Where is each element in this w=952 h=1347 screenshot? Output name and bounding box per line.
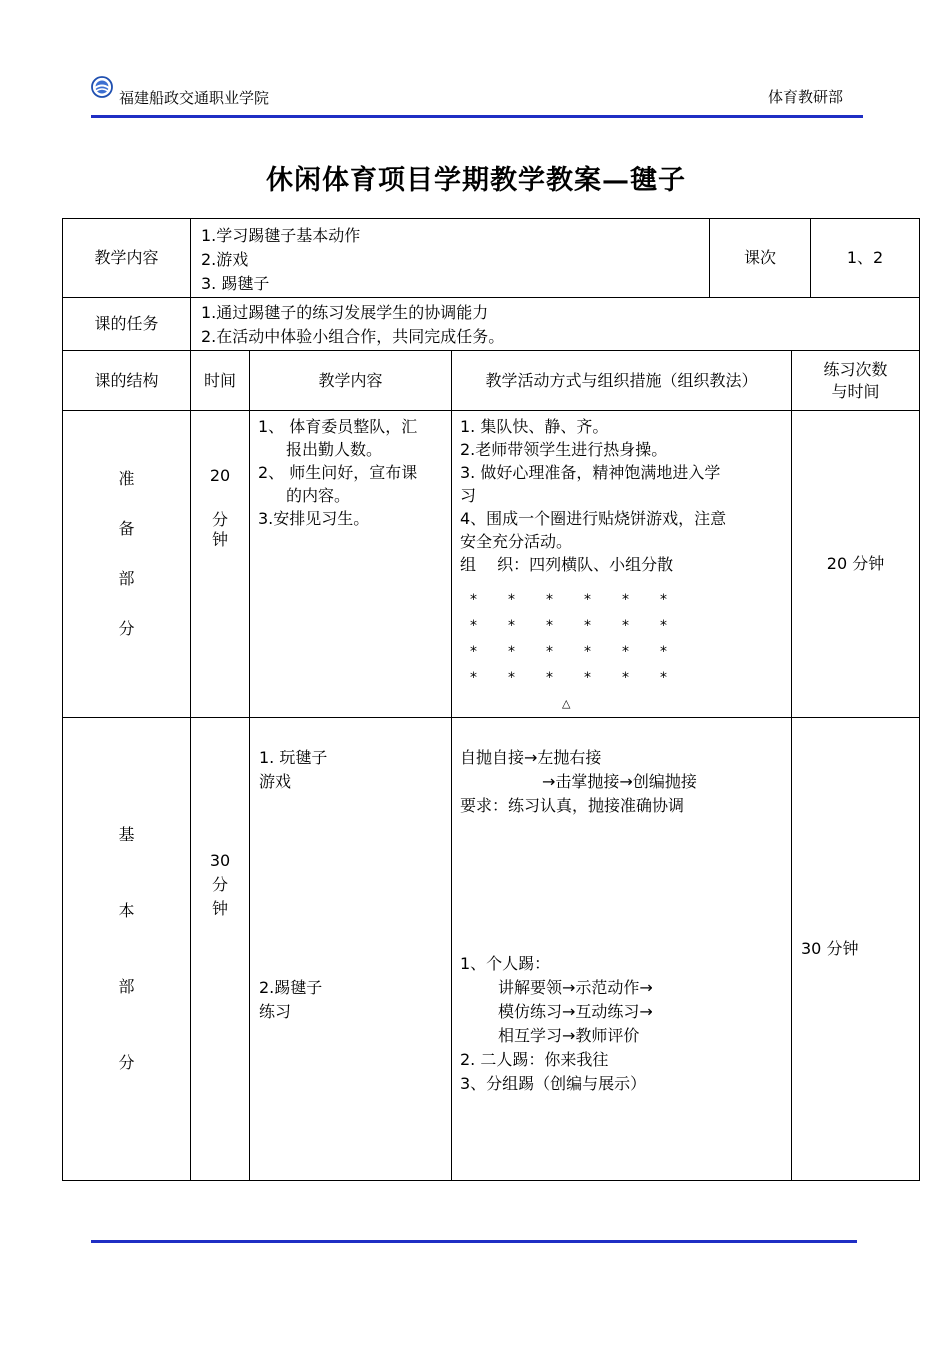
teacher-position-mark: △ <box>562 697 571 710</box>
formation-star: * <box>622 592 629 608</box>
formation-star: * <box>660 618 667 634</box>
basic-section-cell <box>62 717 191 1181</box>
basic-section-char: 部 <box>118 977 135 996</box>
content-item: 1.学习踢毽子基本动作 <box>201 226 361 245</box>
prep-time-cell <box>190 410 250 718</box>
prep-section-char: 部 <box>118 569 135 588</box>
prep-content-line: 的内容。 <box>286 486 351 505</box>
prep-content-line: 3.安排见习生。 <box>258 509 370 528</box>
formation-star: * <box>470 644 477 660</box>
formation-diagram <box>470 592 680 696</box>
basic-section-char: 本 <box>118 901 135 920</box>
prep-content-line: 2、 师生问好，宣布课 <box>258 463 418 482</box>
formation-star: * <box>470 592 477 608</box>
prep-method-line: 习 <box>460 486 477 505</box>
lesson-no-label: 课次 <box>743 248 776 267</box>
basic-method-line: 模仿练习→互动练习→ <box>498 1002 653 1021</box>
formation-star: * <box>584 592 591 608</box>
prep-section-char: 备 <box>118 519 135 538</box>
page-header <box>91 72 863 118</box>
formation-star: * <box>470 618 477 634</box>
col-content-label: 教学内容 <box>318 370 383 390</box>
task-label-cell <box>62 297 191 351</box>
lesson-no-label-cell <box>709 218 811 298</box>
formation-star: * <box>546 644 553 660</box>
formation-star: * <box>660 644 667 660</box>
formation-star: * <box>622 618 629 634</box>
col-method-header <box>451 350 792 411</box>
basic-method-line: →击掌抛接→创编抛接 <box>542 772 697 791</box>
prep-practice-time: 20 分钟 <box>826 554 885 573</box>
formation-row <box>470 670 680 696</box>
formation-star: * <box>546 618 553 634</box>
formation-star: * <box>546 670 553 686</box>
page-title: 休闲体育项目学期教学教案—毽子 <box>266 165 686 196</box>
basic-method-line: 讲解要领→示范动作→ <box>498 978 653 997</box>
prep-content-line: 1、 体育委员整队，汇 <box>258 417 418 436</box>
prep-method-line: 安全充分活动。 <box>460 532 573 551</box>
header-rule <box>91 115 863 118</box>
prep-time-unit: 钟 <box>211 530 228 549</box>
formation-star: * <box>660 670 667 686</box>
formation-row <box>470 592 680 618</box>
content-label: 教学内容 <box>94 248 159 267</box>
formation-star: * <box>508 592 515 608</box>
task-item: 1.通过踢毽子的练习发展学生的协调能力 <box>201 303 489 322</box>
lesson-no-value-cell <box>810 218 920 298</box>
prep-section-cell <box>62 410 191 718</box>
basic-method-line: 相互学习→教师评价 <box>498 1026 640 1045</box>
formation-row <box>470 644 680 670</box>
task-label: 课的任务 <box>94 314 159 333</box>
formation-star: * <box>660 592 667 608</box>
content-item: 3. 踢毽子 <box>201 274 270 293</box>
col-practice-header <box>791 350 920 411</box>
col-structure-header <box>62 350 191 411</box>
school-emblem-icon <box>91 76 113 98</box>
basic-content-line: 练习 <box>259 1002 292 1021</box>
prep-method-line: 2.老师带领学生进行热身操。 <box>460 440 668 459</box>
formation-star: * <box>508 618 515 634</box>
col-method-label: 教学活动方式与组织措施（组织教法） <box>485 370 758 390</box>
basic-content-cell <box>249 717 452 1181</box>
col-practice-label-2: 与时间 <box>831 381 880 401</box>
prep-method-line: 4、围成一个圈进行贴烧饼游戏，注意 <box>460 509 727 528</box>
prep-practice-cell <box>791 410 920 718</box>
basic-method-line: 1、个人踢： <box>460 954 551 973</box>
prep-method-line: 3. 做好心理准备，精神饱满地进入学 <box>460 463 721 482</box>
basic-time-cell <box>190 717 250 1181</box>
col-time-header <box>190 350 250 411</box>
content-label-cell <box>62 218 191 298</box>
basic-section-char: 分 <box>118 1053 135 1072</box>
formation-star: * <box>622 670 629 686</box>
col-practice-label-1: 练习次数 <box>823 359 888 379</box>
basic-method-line: 要求：练习认真，抛接准确协调 <box>460 796 685 815</box>
task-items-cell <box>190 297 920 351</box>
col-structure-label: 课的结构 <box>94 370 159 390</box>
col-content-header <box>249 350 452 411</box>
prep-section-char: 分 <box>118 619 135 638</box>
prep-time-number: 20 <box>209 466 231 485</box>
basic-time-unit: 分 <box>211 875 228 894</box>
formation-star: * <box>622 644 629 660</box>
formation-star: * <box>584 618 591 634</box>
formation-star: * <box>546 592 553 608</box>
formation-row <box>470 618 680 644</box>
prep-time-unit: 分 <box>211 510 228 529</box>
basic-content-line: 游戏 <box>259 772 292 791</box>
basic-method-line: 3、分组踢（创编与展示） <box>460 1074 647 1093</box>
department-name: 体育教研部 <box>767 88 843 106</box>
footer-rule <box>91 1240 857 1243</box>
task-item: 2.在活动中体验小组合作，共同完成任务。 <box>201 327 505 346</box>
basic-content-line: 2.踢毽子 <box>259 978 323 997</box>
school-name: 福建船政交通职业学院 <box>119 89 270 107</box>
prep-method-line: 组 织：四列横队、小组分散 <box>460 555 674 574</box>
basic-practice-time: 30 分钟 <box>801 939 859 958</box>
basic-time-unit: 钟 <box>211 899 228 918</box>
prep-section-char: 准 <box>118 469 135 488</box>
basic-practice-cell <box>791 717 920 1181</box>
formation-star: * <box>508 644 515 660</box>
basic-content-line: 1. 玩毽子 <box>259 748 328 767</box>
formation-star: * <box>584 644 591 660</box>
formation-star: * <box>470 670 477 686</box>
lesson-no-value: 1、2 <box>846 248 884 267</box>
content-items-cell <box>190 218 710 298</box>
col-time-label: 时间 <box>203 370 236 390</box>
formation-star: * <box>508 670 515 686</box>
prep-content-line: 报出勤人数。 <box>286 440 383 459</box>
prep-content-cell <box>249 410 452 718</box>
basic-section-char: 基 <box>118 825 135 844</box>
formation-star: * <box>584 670 591 686</box>
basic-method-line: 自抛自接→左抛右接 <box>460 748 602 767</box>
prep-method-line: 1. 集队快、静、齐。 <box>460 417 609 436</box>
basic-method-cell <box>451 717 792 1181</box>
basic-time-number: 30 <box>209 851 231 870</box>
content-item: 2.游戏 <box>201 250 249 269</box>
basic-method-line: 2. 二人踢：你来我往 <box>460 1050 609 1069</box>
